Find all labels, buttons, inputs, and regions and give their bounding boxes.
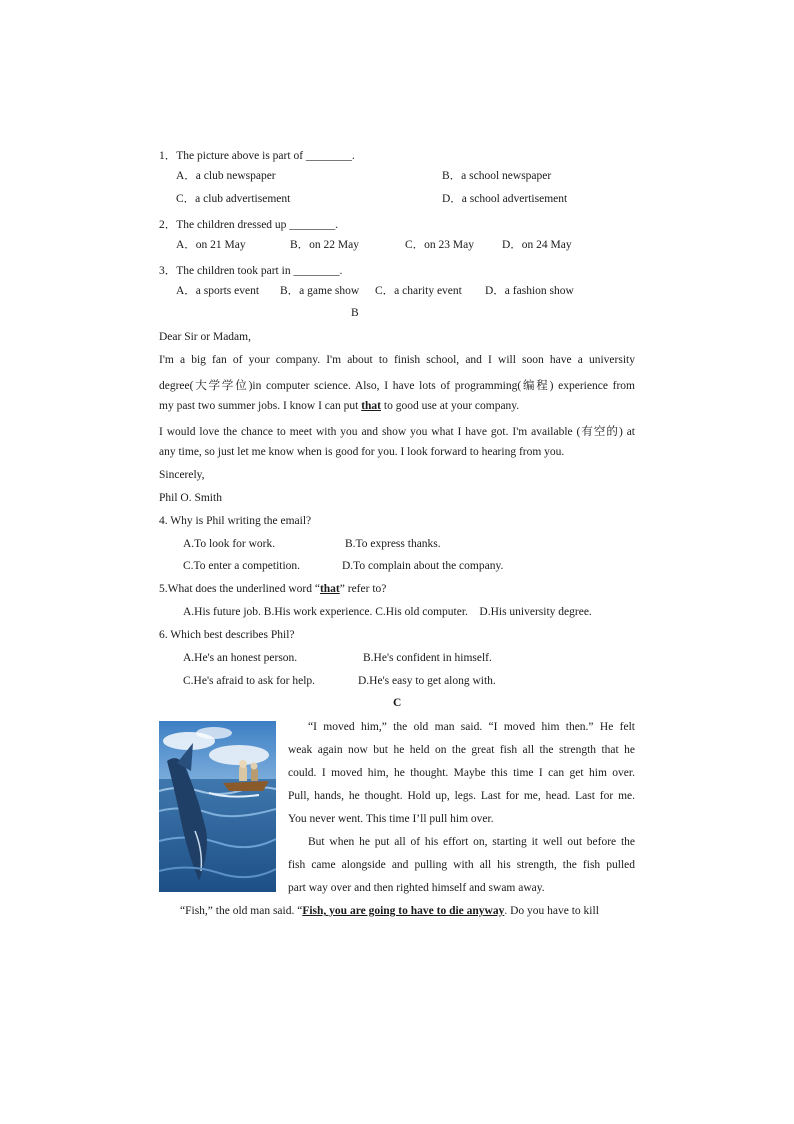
passage-c-last-end: . Do you have to kill — [504, 905, 599, 917]
question-1-option-c: C．a club advertisement — [176, 193, 291, 205]
letter-line-3-start: my past two summer jobs. I know I can put — [159, 400, 359, 412]
passage-c-last-start: “Fish,” the old man said. “ — [180, 905, 303, 917]
question-5-stem-end: ” refer to? — [339, 583, 387, 595]
question-4-option-d: D.To complain about the company. — [342, 560, 504, 572]
question-2-option-a: A．on 21 May — [176, 239, 246, 251]
question-3-option-d: D．a fashion show — [485, 285, 574, 297]
question-2-option-d: D．on 24 May — [502, 239, 572, 251]
question-6-option-a: A.He's an honest person. — [183, 652, 298, 664]
section-c-heading: C — [393, 697, 402, 709]
question-1-option-b: B．a school newspaper — [442, 170, 552, 182]
question-2-option-b: B．on 22 May — [290, 239, 359, 251]
question-2-option-c: C．on 23 May — [405, 239, 474, 251]
passage-c-p2-line-2: fish came alongside and pulling with all his strength, the fish pulled — [288, 859, 635, 871]
passage-c-p2-line-3: part way over and then righted himself and swam away. — [288, 882, 545, 894]
passage-c-p1-line-4: Pull, hands, he thought. Hold up, legs. Last for me, head. Last for me. — [288, 790, 635, 802]
letter-signature: Phil O. Smith — [159, 492, 222, 504]
passage-c-p1-line-2: weak again now but he held on the great fish all the strength that he — [288, 744, 635, 756]
letter-closing: Sincerely, — [159, 469, 205, 481]
question-6-option-d: D.He's easy to get along with. — [358, 675, 496, 687]
question-6-option-b: B.He's confident in himself. — [363, 652, 492, 664]
letter-line-1: I'm a big fan of your company. I'm about to finish school, and I will soon have a university — [159, 354, 635, 366]
question-2-stem: 2．The children dressed up ________. — [159, 219, 339, 231]
letter-line-4: I would love the chance to meet with you and show you what I have got. I'm available (有空的) at — [159, 426, 635, 438]
question-4-option-c: C.To enter a competition. — [183, 560, 301, 572]
question-5-stem — [159, 583, 386, 595]
letter-line-3-end: to good use at your company. — [381, 400, 520, 412]
passage-c-p1-line-1: “I moved him,” the old man said. “I moved him then.” He felt — [308, 721, 635, 733]
question-4-option-b: B.To express thanks. — [345, 538, 441, 550]
question-3-option-c: C．a charity event — [375, 285, 462, 297]
question-5-options: A.His future job. B.His work experience. C.His old computer. D.His university degree. — [183, 606, 592, 618]
question-5-underlined-word: that — [319, 583, 340, 595]
question-4-option-a: A.To look for work. — [183, 538, 276, 550]
question-6-option-c: C.He's afraid to ask for help. — [183, 675, 316, 687]
underlined-word-that: that — [361, 400, 381, 412]
letter-line-5: any time, so just let me know when is good for you. I look forward to hearing from you. — [159, 446, 565, 458]
passage-c-p1-line-5: You never went. This time I’ll pull him over. — [288, 813, 494, 825]
letter-line-3 — [159, 400, 635, 412]
passage-c-p2-line-1: But when he put all of his effort on, starting it well out before the — [308, 836, 635, 848]
question-6-stem: 6. Which best describes Phil? — [159, 629, 295, 641]
question-1-stem: 1．The picture above is part of ________. — [159, 150, 355, 162]
section-b-heading: B — [351, 307, 359, 319]
old-man-and-fish-illustration — [159, 721, 276, 892]
letter-line-2: degree(大学学位)in computer science. Also, I have lots of programming(编程) experience from — [159, 380, 635, 392]
question-1-option-a: A．a club newspaper — [176, 170, 276, 182]
question-4-stem: 4. Why is Phil writing the email? — [159, 515, 312, 527]
question-1-option-d: D．a school advertisement — [442, 193, 568, 205]
question-3-option-a: A．a sports event — [176, 285, 260, 297]
passage-c-p1-line-3: could. I moved him, he thought. Maybe this time I can get him over. — [288, 767, 635, 779]
question-3-option-b: B．a game show — [280, 285, 360, 297]
letter-greeting: Dear Sir or Madam, — [159, 331, 251, 343]
question-3-stem: 3．The children took part in ________. — [159, 265, 343, 277]
underlined-sentence: Fish, you are going to have to die anyway — [302, 905, 505, 917]
question-5-stem-start: 5.What does the underlined word “ — [159, 583, 320, 595]
passage-c-last-line — [180, 905, 635, 917]
